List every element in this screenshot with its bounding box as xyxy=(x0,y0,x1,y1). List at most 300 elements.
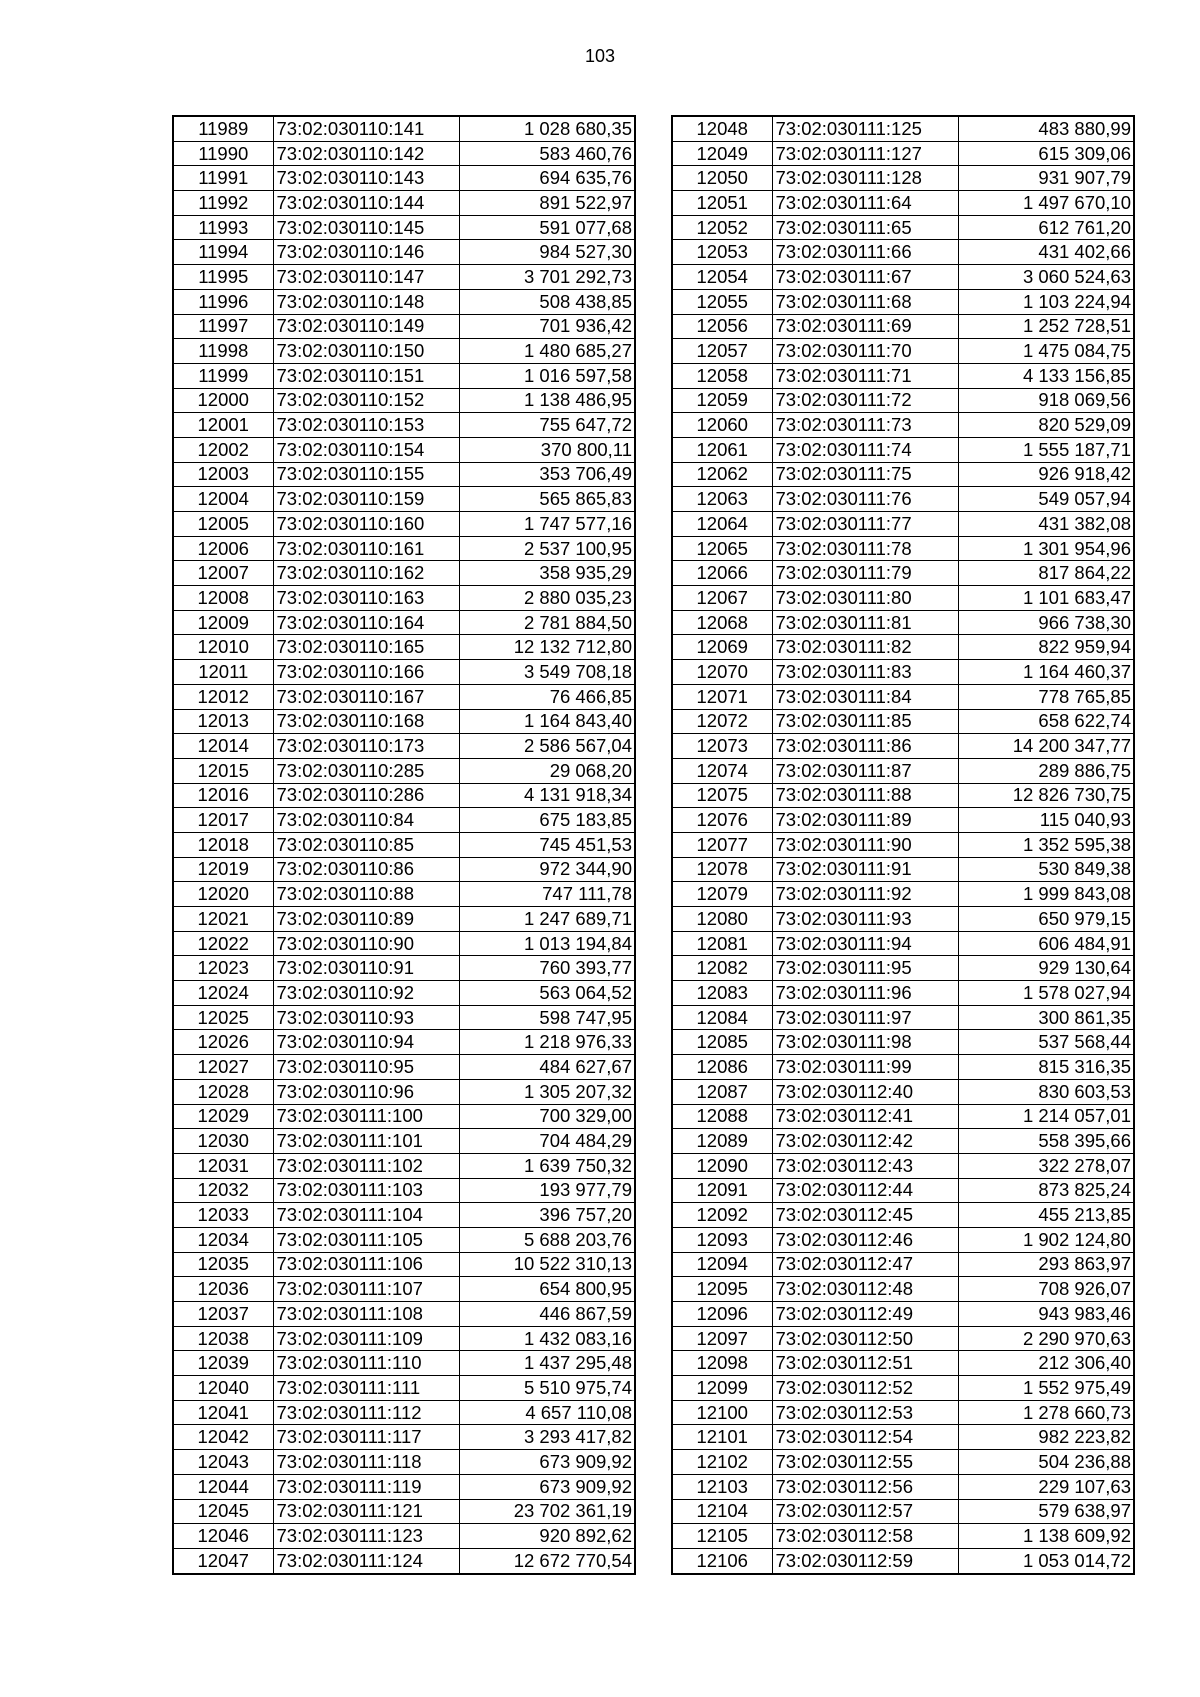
cadastral-value-cell: 1 999 843,08 xyxy=(958,882,1134,907)
row-number-cell: 11994 xyxy=(173,240,273,265)
table-row xyxy=(173,1499,635,1524)
cadastral-value-cell: 1 497 670,10 xyxy=(958,191,1134,216)
row-number-cell: 12028 xyxy=(173,1079,273,1104)
row-number-cell: 12063 xyxy=(672,487,772,512)
row-number-cell: 12074 xyxy=(672,758,772,783)
row-number-cell: 12079 xyxy=(672,882,772,907)
row-number-cell: 12037 xyxy=(173,1302,273,1327)
cadastral-number-cell: 73:02:030111:108 xyxy=(273,1302,459,1327)
cadastral-number-cell: 73:02:030111:121 xyxy=(273,1499,459,1524)
cadastral-value-cell: 1 555 187,71 xyxy=(958,437,1134,462)
cadastral-number-cell: 73:02:030110:160 xyxy=(273,512,459,537)
cadastral-value-cell: 563 064,52 xyxy=(459,981,635,1006)
row-number-cell: 12082 xyxy=(672,956,772,981)
table-row xyxy=(173,1326,635,1351)
cadastral-value-cell: 29 068,20 xyxy=(459,758,635,783)
cadastral-number-cell: 73:02:030110:90 xyxy=(273,931,459,956)
row-number-cell: 12062 xyxy=(672,462,772,487)
cadastral-value-cell: 549 057,94 xyxy=(958,487,1134,512)
cadastral-value-cell: 508 438,85 xyxy=(459,289,635,314)
table-row xyxy=(672,635,1134,660)
cadastral-value-cell: 2 537 100,95 xyxy=(459,536,635,561)
table-row xyxy=(672,1499,1134,1524)
table-row xyxy=(672,610,1134,635)
cadastral-value-cell: 820 529,09 xyxy=(958,413,1134,438)
table-row xyxy=(173,1178,635,1203)
row-number-cell: 12047 xyxy=(173,1548,273,1573)
row-number-cell: 12097 xyxy=(672,1326,772,1351)
cadastral-value-cell: 2 290 970,63 xyxy=(958,1326,1134,1351)
cadastral-value-cell: 817 864,22 xyxy=(958,561,1134,586)
cadastral-number-cell: 73:02:030111:107 xyxy=(273,1277,459,1302)
cadastral-number-cell: 73:02:030111:65 xyxy=(772,215,958,240)
cadastral-number-cell: 73:02:030110:84 xyxy=(273,808,459,833)
row-number-cell: 12016 xyxy=(173,783,273,808)
table-row xyxy=(173,191,635,216)
cadastral-value-cell: 76 466,85 xyxy=(459,684,635,709)
cadastral-number-cell: 73:02:030111:89 xyxy=(772,808,958,833)
cadastral-number-cell: 73:02:030110:149 xyxy=(273,314,459,339)
table-row xyxy=(173,265,635,290)
table-row xyxy=(672,1326,1134,1351)
row-number-cell: 12006 xyxy=(173,536,273,561)
row-number-cell: 12024 xyxy=(173,981,273,1006)
cadastral-value-cell: 675 183,85 xyxy=(459,808,635,833)
cadastral-number-cell: 73:02:030111:90 xyxy=(772,832,958,857)
row-number-cell: 12070 xyxy=(672,660,772,685)
cadastral-value-cell: 1 218 976,33 xyxy=(459,1030,635,1055)
row-number-cell: 12018 xyxy=(173,832,273,857)
row-number-cell: 11997 xyxy=(173,314,273,339)
cadastral-value-cell: 760 393,77 xyxy=(459,956,635,981)
cadastral-number-cell: 73:02:030110:146 xyxy=(273,240,459,265)
table-row xyxy=(173,734,635,759)
table-row xyxy=(672,1005,1134,1030)
cadastral-number-cell: 73:02:030110:145 xyxy=(273,215,459,240)
table-row xyxy=(672,1104,1134,1129)
row-number-cell: 12009 xyxy=(173,610,273,635)
table-row xyxy=(672,808,1134,833)
table-row xyxy=(672,660,1134,685)
row-number-cell: 12080 xyxy=(672,907,772,932)
cadastral-value-cell: 484 627,67 xyxy=(459,1055,635,1080)
cadastral-value-cell: 1 475 084,75 xyxy=(958,339,1134,364)
table-row xyxy=(173,215,635,240)
table-row xyxy=(672,882,1134,907)
table-row xyxy=(173,1400,635,1425)
table-row xyxy=(672,1425,1134,1450)
cadastral-value-cell: 358 935,29 xyxy=(459,561,635,586)
cadastral-value-cell: 830 603,53 xyxy=(958,1079,1134,1104)
cadastral-value-cell: 1 639 750,32 xyxy=(459,1153,635,1178)
row-number-cell: 11989 xyxy=(173,116,273,141)
cadastral-number-cell: 73:02:030110:152 xyxy=(273,388,459,413)
cadastral-value-cell: 530 849,38 xyxy=(958,857,1134,882)
cadastral-number-cell: 73:02:030111:87 xyxy=(772,758,958,783)
row-number-cell: 12014 xyxy=(173,734,273,759)
row-number-cell: 12015 xyxy=(173,758,273,783)
cadastral-value-cell: 1 305 207,32 xyxy=(459,1079,635,1104)
row-number-cell: 12000 xyxy=(173,388,273,413)
cadastral-number-cell: 73:02:030110:167 xyxy=(273,684,459,709)
row-number-cell: 12067 xyxy=(672,586,772,611)
row-number-cell: 12086 xyxy=(672,1055,772,1080)
row-number-cell: 12055 xyxy=(672,289,772,314)
cadastral-value-cell: 654 800,95 xyxy=(459,1277,635,1302)
cadastral-value-cell: 1 138 486,95 xyxy=(459,388,635,413)
table-row xyxy=(173,1129,635,1154)
row-number-cell: 12087 xyxy=(672,1079,772,1104)
row-number-cell: 12053 xyxy=(672,240,772,265)
row-number-cell: 12003 xyxy=(173,462,273,487)
cadastral-value-cell: 1 352 595,38 xyxy=(958,832,1134,857)
cadastral-value-cell: 2 586 567,04 xyxy=(459,734,635,759)
cadastral-value-cell: 2 781 884,50 xyxy=(459,610,635,635)
cadastral-number-cell: 73:02:030111:110 xyxy=(273,1351,459,1376)
table-row xyxy=(672,734,1134,759)
table-row xyxy=(173,808,635,833)
cadastral-value-cell: 1 552 975,49 xyxy=(958,1376,1134,1401)
cadastral-value-cell: 891 522,97 xyxy=(459,191,635,216)
cadastral-number-cell: 73:02:030110:285 xyxy=(273,758,459,783)
cadastral-number-cell: 73:02:030110:89 xyxy=(273,907,459,932)
row-number-cell: 12030 xyxy=(173,1129,273,1154)
cadastral-number-cell: 73:02:030110:163 xyxy=(273,586,459,611)
table-row xyxy=(173,166,635,191)
table-row xyxy=(672,1474,1134,1499)
cadastral-value-cell: 300 861,35 xyxy=(958,1005,1134,1030)
row-number-cell: 12005 xyxy=(173,512,273,537)
row-number-cell: 12044 xyxy=(173,1474,273,1499)
cadastral-number-cell: 73:02:030110:88 xyxy=(273,882,459,907)
cadastral-number-cell: 73:02:030111:104 xyxy=(273,1203,459,1228)
row-number-cell: 12065 xyxy=(672,536,772,561)
cadastral-number-cell: 73:02:030111:70 xyxy=(772,339,958,364)
cadastral-value-cell: 1 480 685,27 xyxy=(459,339,635,364)
cadastral-number-cell: 73:02:030111:77 xyxy=(772,512,958,537)
row-number-cell: 12019 xyxy=(173,857,273,882)
cadastral-value-cell: 1 252 728,51 xyxy=(958,314,1134,339)
cadastral-value-cell: 1 214 057,01 xyxy=(958,1104,1134,1129)
row-number-cell: 12099 xyxy=(672,1376,772,1401)
row-number-cell: 12021 xyxy=(173,907,273,932)
cadastral-value-cell: 926 918,42 xyxy=(958,462,1134,487)
row-number-cell: 12033 xyxy=(173,1203,273,1228)
table-row xyxy=(672,141,1134,166)
cadastral-number-cell: 73:02:030111:112 xyxy=(273,1400,459,1425)
table-row xyxy=(672,832,1134,857)
table-row xyxy=(173,561,635,586)
row-number-cell: 12085 xyxy=(672,1030,772,1055)
cadastral-value-cell: 943 983,46 xyxy=(958,1302,1134,1327)
cadastral-number-cell: 73:02:030110:95 xyxy=(273,1055,459,1080)
cadastral-value-cell: 1 016 597,58 xyxy=(459,363,635,388)
table-row xyxy=(173,388,635,413)
cadastral-value-cell: 701 936,42 xyxy=(459,314,635,339)
table-row xyxy=(672,1227,1134,1252)
row-number-cell: 12049 xyxy=(672,141,772,166)
cadastral-number-cell: 73:02:030110:92 xyxy=(273,981,459,1006)
row-number-cell: 12034 xyxy=(173,1227,273,1252)
row-number-cell: 12075 xyxy=(672,783,772,808)
row-number-cell: 11996 xyxy=(173,289,273,314)
table-row xyxy=(173,1351,635,1376)
cadastral-value-cell: 700 329,00 xyxy=(459,1104,635,1129)
cadastral-value-cell: 2 880 035,23 xyxy=(459,586,635,611)
table-row xyxy=(173,586,635,611)
table-row xyxy=(672,684,1134,709)
row-number-cell: 12071 xyxy=(672,684,772,709)
table-row xyxy=(672,215,1134,240)
cadastral-value-cell: 504 236,88 xyxy=(958,1450,1134,1475)
row-number-cell: 12001 xyxy=(173,413,273,438)
row-number-cell: 12098 xyxy=(672,1351,772,1376)
table-row xyxy=(672,956,1134,981)
cadastral-value-cell: 1 578 027,94 xyxy=(958,981,1134,1006)
table-row xyxy=(173,512,635,537)
cadastral-number-cell: 73:02:030111:97 xyxy=(772,1005,958,1030)
cadastral-value-cell: 1 103 224,94 xyxy=(958,289,1134,314)
cadastral-number-cell: 73:02:030111:88 xyxy=(772,783,958,808)
cadastral-number-cell: 73:02:030111:101 xyxy=(273,1129,459,1154)
row-number-cell: 12027 xyxy=(173,1055,273,1080)
table-row xyxy=(672,981,1134,1006)
cadastral-number-cell: 73:02:030110:144 xyxy=(273,191,459,216)
table-row xyxy=(672,561,1134,586)
table-row xyxy=(173,610,635,635)
cadastral-number-cell: 73:02:030111:117 xyxy=(273,1425,459,1450)
cadastral-value-cell: 873 825,24 xyxy=(958,1178,1134,1203)
row-number-cell: 12038 xyxy=(173,1326,273,1351)
cadastral-value-cell: 353 706,49 xyxy=(459,462,635,487)
cadastral-number-cell: 73:02:030112:52 xyxy=(772,1376,958,1401)
cadastral-value-cell: 966 738,30 xyxy=(958,610,1134,635)
row-number-cell: 12012 xyxy=(173,684,273,709)
cadastral-value-cell: 918 069,56 xyxy=(958,388,1134,413)
row-number-cell: 12051 xyxy=(672,191,772,216)
table-row xyxy=(672,1450,1134,1475)
cadastral-number-cell: 73:02:030112:50 xyxy=(772,1326,958,1351)
cadastral-value-cell: 293 863,97 xyxy=(958,1252,1134,1277)
table-row xyxy=(173,314,635,339)
table-row xyxy=(672,1400,1134,1425)
table-row xyxy=(173,1425,635,1450)
cadastral-value-cell: 591 077,68 xyxy=(459,215,635,240)
cadastral-number-cell: 73:02:030110:86 xyxy=(273,857,459,882)
table-row xyxy=(173,116,635,141)
row-number-cell: 12066 xyxy=(672,561,772,586)
cadastral-value-cell: 920 892,62 xyxy=(459,1524,635,1549)
table-row xyxy=(672,1376,1134,1401)
cadastral-number-cell: 73:02:030111:124 xyxy=(273,1548,459,1573)
table-row xyxy=(672,1079,1134,1104)
table-row xyxy=(672,1203,1134,1228)
table-row xyxy=(173,1153,635,1178)
cadastral-number-cell: 73:02:030111:106 xyxy=(273,1252,459,1277)
cadastral-value-cell: 755 647,72 xyxy=(459,413,635,438)
cadastral-number-cell: 73:02:030111:105 xyxy=(273,1227,459,1252)
cadastral-value-cell: 3 549 708,18 xyxy=(459,660,635,685)
table-row xyxy=(672,240,1134,265)
cadastral-value-cell: 1 028 680,35 xyxy=(459,116,635,141)
cadastral-value-cell: 115 040,93 xyxy=(958,808,1134,833)
cadastral-value-cell: 565 865,83 xyxy=(459,487,635,512)
cadastral-number-cell: 73:02:030111:83 xyxy=(772,660,958,685)
cadastral-number-cell: 73:02:030110:155 xyxy=(273,462,459,487)
row-number-cell: 12089 xyxy=(672,1129,772,1154)
row-number-cell: 12094 xyxy=(672,1252,772,1277)
cadastral-number-cell: 73:02:030112:57 xyxy=(772,1499,958,1524)
table-row xyxy=(173,832,635,857)
table-row xyxy=(672,314,1134,339)
cadastral-number-cell: 73:02:030111:98 xyxy=(772,1030,958,1055)
cadastral-number-cell: 73:02:030112:47 xyxy=(772,1252,958,1277)
cadastral-number-cell: 73:02:030110:166 xyxy=(273,660,459,685)
cadastral-value-cell: 3 293 417,82 xyxy=(459,1425,635,1450)
cadastral-number-cell: 73:02:030112:51 xyxy=(772,1351,958,1376)
table-row xyxy=(173,240,635,265)
table-row xyxy=(173,462,635,487)
cadastral-value-cell: 1 053 014,72 xyxy=(958,1548,1134,1573)
cadastral-number-cell: 73:02:030111:95 xyxy=(772,956,958,981)
row-number-cell: 12010 xyxy=(173,635,273,660)
cadastral-number-cell: 73:02:030111:80 xyxy=(772,586,958,611)
cadastral-value-cell: 537 568,44 xyxy=(958,1030,1134,1055)
row-number-cell: 12026 xyxy=(173,1030,273,1055)
row-number-cell: 12060 xyxy=(672,413,772,438)
cadastral-number-cell: 73:02:030111:102 xyxy=(273,1153,459,1178)
row-number-cell: 11992 xyxy=(173,191,273,216)
cadastral-value-cell: 229 107,63 xyxy=(958,1474,1134,1499)
table-row xyxy=(173,536,635,561)
row-number-cell: 12023 xyxy=(173,956,273,981)
cadastral-value-cell: 431 382,08 xyxy=(958,512,1134,537)
table-row xyxy=(173,783,635,808)
table-row xyxy=(173,684,635,709)
table-row xyxy=(672,166,1134,191)
row-number-cell: 12092 xyxy=(672,1203,772,1228)
cadastral-number-cell: 73:02:030110:143 xyxy=(273,166,459,191)
table-row xyxy=(173,1104,635,1129)
cadastral-number-cell: 73:02:030112:40 xyxy=(772,1079,958,1104)
cadastral-value-cell: 982 223,82 xyxy=(958,1425,1134,1450)
cadastral-number-cell: 73:02:030111:68 xyxy=(772,289,958,314)
cadastral-number-cell: 73:02:030111:111 xyxy=(273,1376,459,1401)
row-number-cell: 12095 xyxy=(672,1277,772,1302)
cadastral-value-cell: 972 344,90 xyxy=(459,857,635,882)
cadastral-number-cell: 73:02:030111:93 xyxy=(772,907,958,932)
cadastral-value-cell: 370 800,11 xyxy=(459,437,635,462)
cadastral-value-cell: 3 060 524,63 xyxy=(958,265,1134,290)
row-number-cell: 12056 xyxy=(672,314,772,339)
table-row xyxy=(672,191,1134,216)
cadastral-number-cell: 73:02:030111:85 xyxy=(772,709,958,734)
cadastral-value-cell: 579 638,97 xyxy=(958,1499,1134,1524)
cadastral-value-cell: 822 959,94 xyxy=(958,635,1134,660)
table-row xyxy=(173,931,635,956)
cadastral-number-cell: 73:02:030111:103 xyxy=(273,1178,459,1203)
table-row xyxy=(173,1376,635,1401)
cadastral-value-cell: 658 622,74 xyxy=(958,709,1134,734)
row-number-cell: 12088 xyxy=(672,1104,772,1129)
cadastral-value-cell: 931 907,79 xyxy=(958,166,1134,191)
cadastral-value-cell: 704 484,29 xyxy=(459,1129,635,1154)
row-number-cell: 12096 xyxy=(672,1302,772,1327)
row-number-cell: 12057 xyxy=(672,339,772,364)
cadastral-value-cell: 747 111,78 xyxy=(459,882,635,907)
cadastral-value-cell: 212 306,40 xyxy=(958,1351,1134,1376)
table-row xyxy=(672,586,1134,611)
cadastral-value-cell: 1 747 577,16 xyxy=(459,512,635,537)
table-row xyxy=(173,1203,635,1228)
cadastral-value-cell: 322 278,07 xyxy=(958,1153,1134,1178)
table-row xyxy=(672,758,1134,783)
cadastral-number-cell: 73:02:030112:44 xyxy=(772,1178,958,1203)
table-row xyxy=(173,1030,635,1055)
row-number-cell: 12100 xyxy=(672,1400,772,1425)
row-number-cell: 11991 xyxy=(173,166,273,191)
cadastral-number-cell: 73:02:030111:86 xyxy=(772,734,958,759)
cadastral-value-cell: 455 213,85 xyxy=(958,1203,1134,1228)
cadastral-number-cell: 73:02:030112:46 xyxy=(772,1227,958,1252)
row-number-cell: 12002 xyxy=(173,437,273,462)
cadastral-number-cell: 73:02:030110:151 xyxy=(273,363,459,388)
row-number-cell: 12091 xyxy=(672,1178,772,1203)
table-row xyxy=(173,1055,635,1080)
cadastral-value-cell: 583 460,76 xyxy=(459,141,635,166)
cadastral-value-cell: 1 437 295,48 xyxy=(459,1351,635,1376)
cadastral-number-cell: 73:02:030110:96 xyxy=(273,1079,459,1104)
cadastral-value-cell: 1 432 083,16 xyxy=(459,1326,635,1351)
table-row xyxy=(173,709,635,734)
cadastral-number-cell: 73:02:030111:66 xyxy=(772,240,958,265)
row-number-cell: 12105 xyxy=(672,1524,772,1549)
cadastral-value-cell: 615 309,06 xyxy=(958,141,1134,166)
row-number-cell: 12103 xyxy=(672,1474,772,1499)
row-number-cell: 12104 xyxy=(672,1499,772,1524)
row-number-cell: 12004 xyxy=(173,487,273,512)
row-number-cell: 12011 xyxy=(173,660,273,685)
cadastral-value-cell: 12 826 730,75 xyxy=(958,783,1134,808)
row-number-cell: 12061 xyxy=(672,437,772,462)
row-number-cell: 12032 xyxy=(173,1178,273,1203)
cadastral-number-cell: 73:02:030111:118 xyxy=(273,1450,459,1475)
row-number-cell: 11995 xyxy=(173,265,273,290)
cadastral-number-cell: 73:02:030111:78 xyxy=(772,536,958,561)
cadastral-value-cell: 289 886,75 xyxy=(958,758,1134,783)
cadastral-number-cell: 73:02:030110:154 xyxy=(273,437,459,462)
cadastral-number-cell: 73:02:030110:147 xyxy=(273,265,459,290)
table-row xyxy=(672,1277,1134,1302)
row-number-cell: 12076 xyxy=(672,808,772,833)
row-number-cell: 12077 xyxy=(672,832,772,857)
table-row xyxy=(173,907,635,932)
cadastral-number-cell: 73:02:030110:159 xyxy=(273,487,459,512)
cadastral-value-cell: 446 867,59 xyxy=(459,1302,635,1327)
cadastral-number-cell: 73:02:030110:85 xyxy=(273,832,459,857)
cadastral-number-cell: 73:02:030111:127 xyxy=(772,141,958,166)
cadastral-value-cell: 778 765,85 xyxy=(958,684,1134,709)
cadastral-value-cell: 3 701 292,73 xyxy=(459,265,635,290)
row-number-cell: 12008 xyxy=(173,586,273,611)
table-row xyxy=(672,388,1134,413)
table-row xyxy=(173,857,635,882)
row-number-cell: 12040 xyxy=(173,1376,273,1401)
cadastral-value-cell: 929 130,64 xyxy=(958,956,1134,981)
table-row xyxy=(173,1302,635,1327)
row-number-cell: 12081 xyxy=(672,931,772,956)
table-row xyxy=(173,437,635,462)
